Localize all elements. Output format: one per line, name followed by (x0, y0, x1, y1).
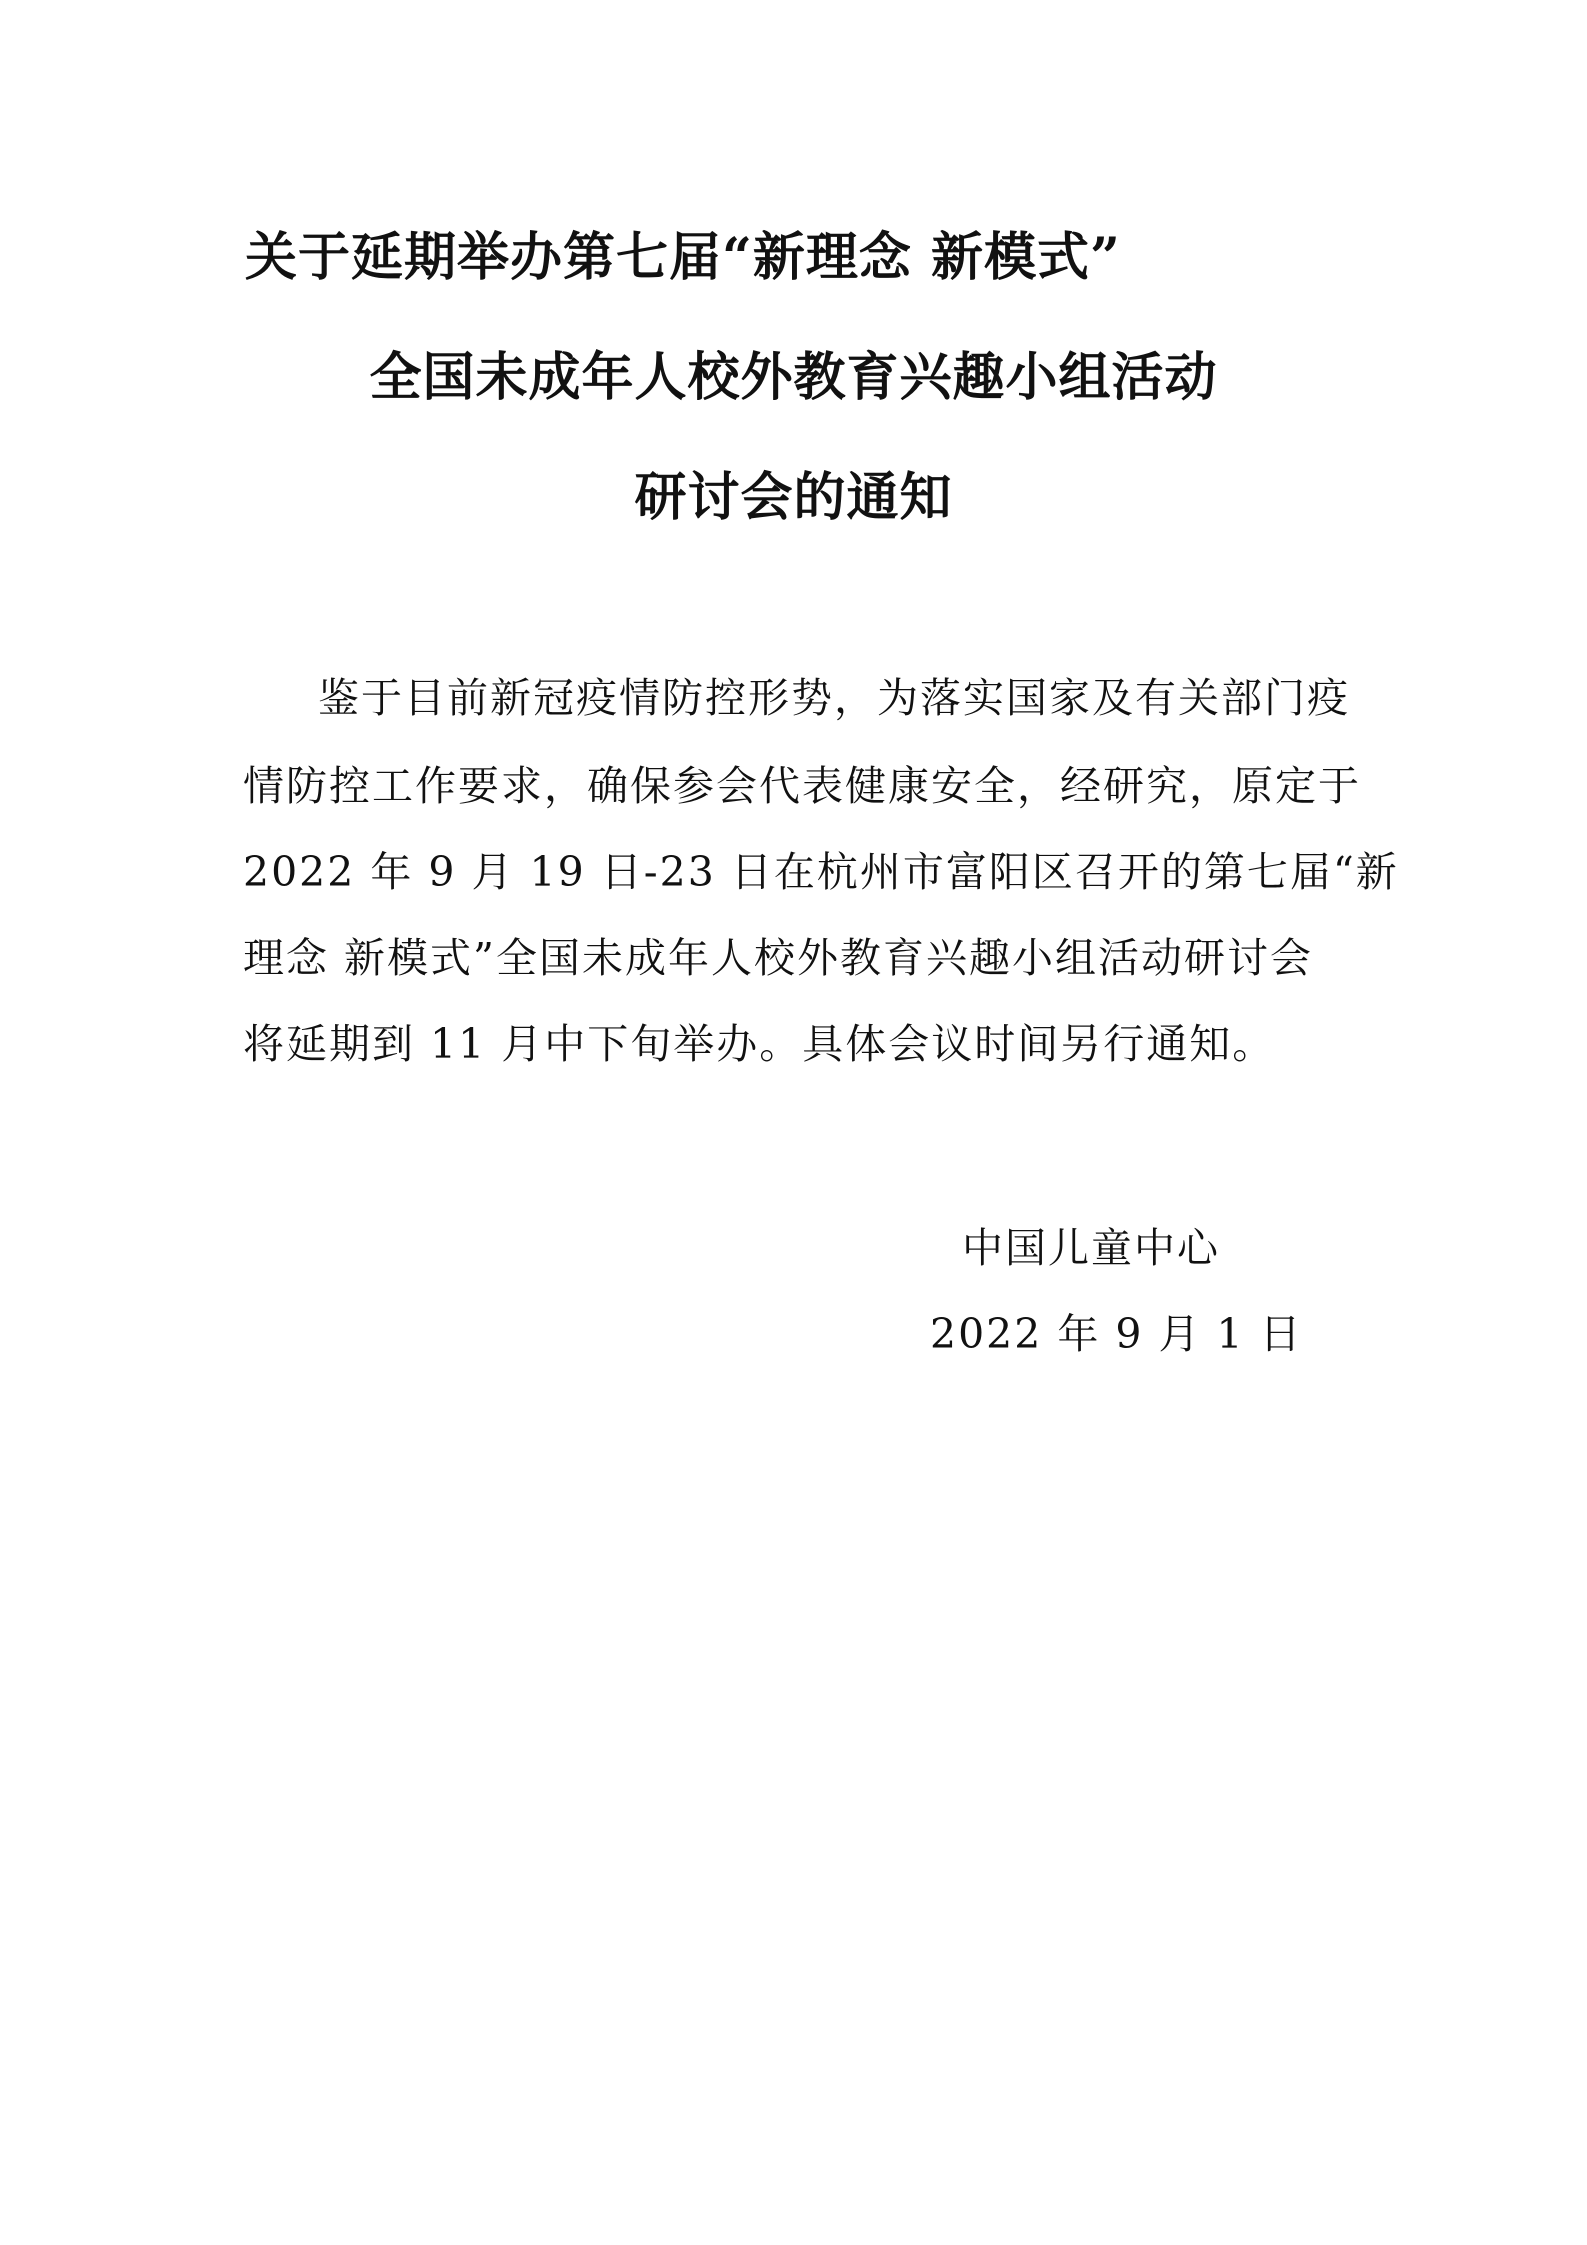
title-line-1: 关于延期举办第七届“新理念 新模式” (245, 227, 1121, 288)
signature-organization: 中国儿童中心 (962, 1224, 1220, 1272)
body-line-1: 鉴于目前新冠疫情防控形势，为落实国家及有关部门疫 (318, 674, 1350, 722)
body-line-2: 情防控工作要求，确保参会代表健康安全，经研究，原定于 (243, 762, 1361, 810)
body-line-3: 2022 年 9 月 19 日-23 日在杭州市富阳区召开的第七届“新 (243, 848, 1399, 896)
body-line-5: 将延期到 11 月中下旬举办。具体会议时间另行通知。 (243, 1020, 1276, 1068)
body-line-4: 理念 新模式”全国未成年人校外教育兴趣小组活动研讨会 (243, 934, 1313, 982)
title-line-2: 全国未成年人校外教育兴趣小组活动 (369, 347, 1218, 408)
signature-date: 2022 年 9 月 1 日 (930, 1310, 1303, 1358)
title-line-3: 研讨会的通知 (634, 467, 953, 528)
